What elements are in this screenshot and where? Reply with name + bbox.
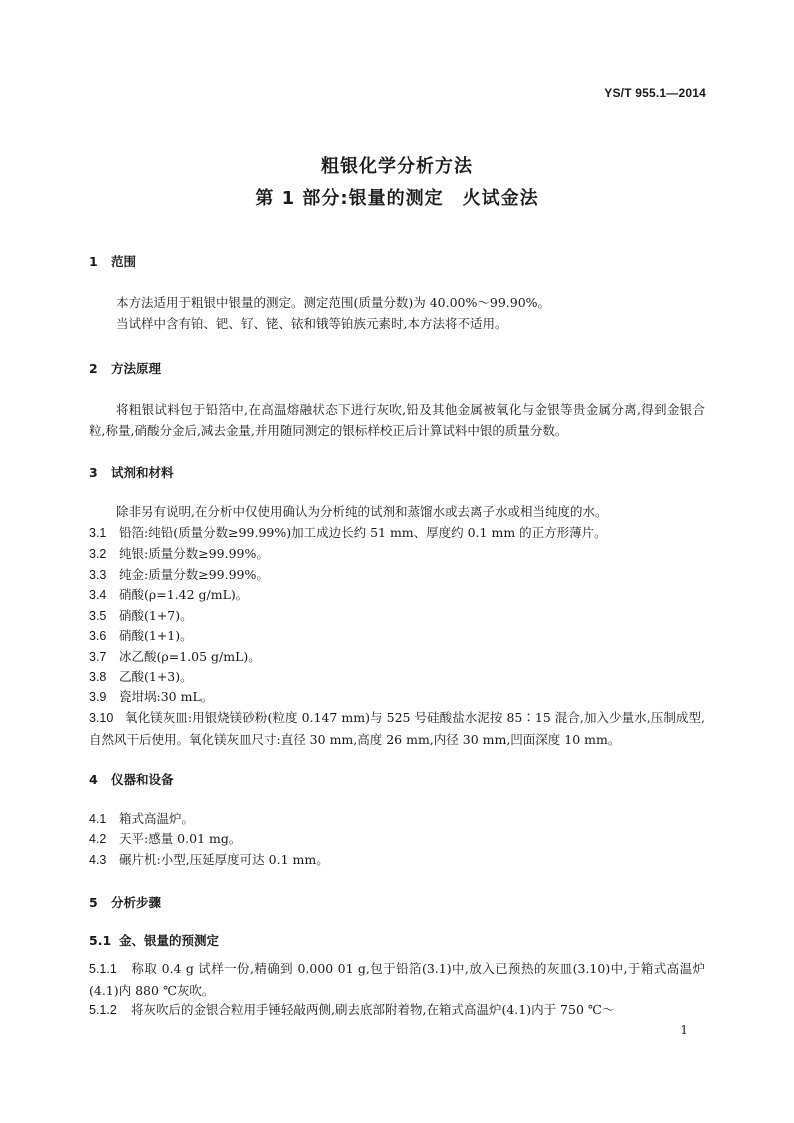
section-1-heading — [89, 252, 136, 270]
section-1-paragraph-1: 本方法适用于粗银中银量的测定。测定范围(质量分数)为 40.00%～99.90%。 — [116, 295, 551, 310]
item-text: 铅箔:纯铅(质量分数≥99.99%)加工成边长约 51 mm、厚度约 0.1 mm 的正方形薄片。 — [119, 525, 607, 540]
item-number: 4.3 — [89, 853, 107, 867]
item-number: 3.8 — [89, 670, 107, 684]
section-2-paragraph: 将粗银试料包于铅箔中,在高温熔融状态下进行灰吹,铅及其他金属被氧化与金银等贵金属分离,得到金银合粒,称量,硝酸分金后,减去金量,并用随同测定的银标样校正后计算试料中银的质量分数。 — [89, 402, 705, 438]
section-2-heading — [89, 359, 161, 377]
item-text: 箱式高温炉。 — [119, 811, 195, 826]
list-item — [89, 543, 705, 565]
item-text: 瓷坩埚:30 mL。 — [119, 689, 214, 704]
section-5-heading — [89, 893, 161, 911]
list-item — [89, 646, 705, 668]
subsection-title: 金、银量的预测定 — [119, 933, 220, 948]
section-number: 4 — [89, 772, 98, 787]
document-title-line2: 第 1 部分:银量的测定 火试金法 — [255, 188, 539, 209]
list-item — [89, 605, 705, 627]
item-number: 5.1.2 — [89, 1003, 117, 1017]
list-item — [89, 625, 705, 647]
list-item — [89, 522, 705, 544]
item-number: 3.1 — [89, 526, 107, 540]
item-text: 硝酸(ρ=1.42 g/mL)。 — [119, 587, 249, 602]
item-text: 氧化镁灰皿:用银烧镁砂粉(粒度 0.147 mm)与 525 号硅酸盐水泥按 85∶15 混合,加入少量水,压制成型,自然风干后使用。氧化镁灰皿尺寸:直径 30 mm,高度 26 mm,内径 30 mm,凹面深度 10 mm。 — [89, 710, 705, 747]
item-text: 称取 0.4 g 试样一份,精确到 0.000 01 g,包于铅箔(3.1)中,放入已预热的灰皿(3.10)中,于箱式高温炉(4.1)内 880 ℃灰吹。 — [89, 961, 705, 998]
section-3-intro: 除非另有说明,在分析中仅使用确认为分析纯的试剂和蒸馏水或去离子水或相当纯度的水。 — [116, 504, 608, 519]
item-number: 3.9 — [89, 690, 107, 704]
item-text: 碾片机:小型,压延厚度可达 0.1 mm。 — [119, 852, 329, 867]
section-1-paragraph-2: 当试样中含有铂、钯、钌、铑、铱和锇等铂族元素时,本方法将不适用。 — [116, 316, 508, 331]
list-item — [89, 999, 705, 1021]
item-number: 4.2 — [89, 832, 107, 846]
list-item — [89, 958, 705, 1001]
item-number: 3.4 — [89, 588, 107, 602]
list-item — [89, 666, 705, 688]
item-number: 5.1.1 — [89, 962, 117, 976]
subsection-5-1-heading — [89, 931, 219, 949]
item-number: 3.2 — [89, 547, 107, 561]
section-title: 范围 — [111, 254, 137, 269]
item-text: 天平:感量 0.01 mg。 — [119, 831, 242, 846]
section-3-heading — [89, 463, 174, 481]
item-text: 硝酸(1+1)。 — [119, 628, 193, 643]
item-number: 3.6 — [89, 629, 107, 643]
list-item — [89, 584, 705, 606]
subsection-number: 5.1 — [89, 933, 112, 948]
item-text: 乙酸(1+3)。 — [119, 669, 193, 684]
item-number: 3.3 — [89, 568, 107, 582]
standard-code: YS/T 955.1—2014 — [604, 86, 706, 100]
section-title: 试剂和材料 — [111, 465, 174, 480]
list-item — [89, 707, 705, 750]
section-number: 5 — [89, 895, 98, 910]
section-number: 2 — [89, 361, 98, 376]
item-text: 冰乙酸(ρ=1.05 g/mL)。 — [119, 649, 261, 664]
list-item — [89, 686, 705, 708]
item-text: 纯银:质量分数≥99.99%。 — [119, 546, 269, 561]
list-item — [89, 808, 705, 830]
section-title: 分析步骤 — [111, 895, 162, 910]
section-number: 3 — [89, 465, 98, 480]
section-number: 1 — [89, 254, 98, 269]
list-item — [89, 849, 705, 871]
item-text: 硝酸(1+7)。 — [119, 608, 193, 623]
item-text: 将灰吹后的金银合粒用手锤轻敲两侧,刷去底部附着物,在箱式高温炉(4.1)内于 750 ℃～ — [131, 1002, 615, 1017]
list-item — [89, 564, 705, 586]
item-text: 纯金:质量分数≥99.99%。 — [119, 567, 269, 582]
section-4-heading — [89, 770, 174, 788]
section-title: 方法原理 — [111, 361, 162, 376]
section-title: 仪器和设备 — [111, 772, 174, 787]
item-number: 3.7 — [89, 650, 107, 664]
item-number: 3.5 — [89, 609, 107, 623]
list-item — [89, 828, 705, 850]
document-title-line1: 粗银化学分析方法 — [321, 156, 473, 177]
item-number: 3.10 — [89, 711, 114, 725]
page-number: 1 — [680, 1023, 688, 1037]
item-number: 4.1 — [89, 812, 107, 826]
